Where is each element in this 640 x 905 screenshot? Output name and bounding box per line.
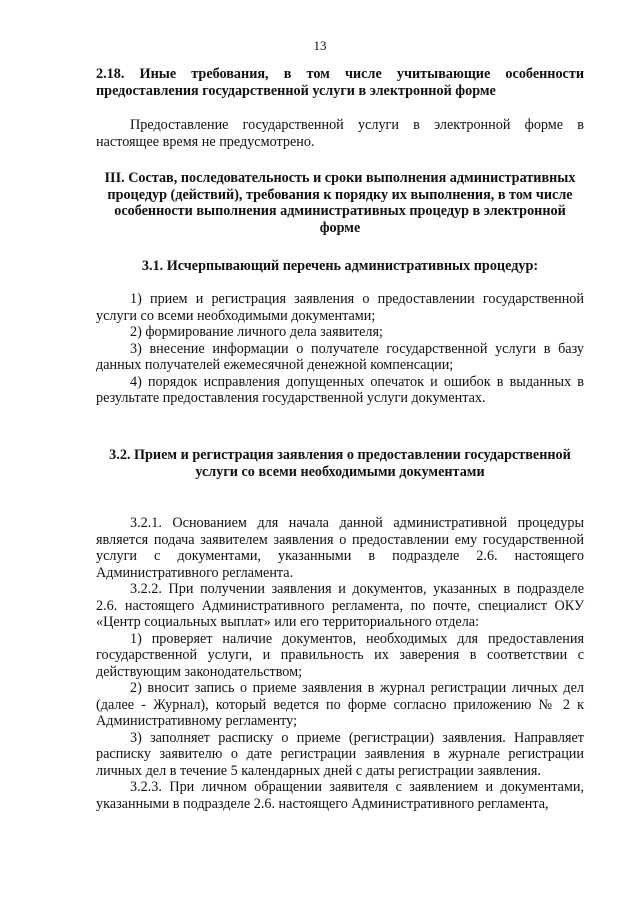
section-3-heading: III. Состав, последовательность и сроки выполнения административных процедур (действий), требования к порядку их выполнения, в том числе особенности выполнения административных процедур в электронной форме [104,170,576,236]
page-number: 13 [313,38,327,53]
list-item: 3) внесение информации о получателе государственной услуги в базу данных получателей ежемесячной денежной компенсации; [96,340,584,373]
paragraph-3-2-2: 3.2.2. При получении заявления и документов, указанных в подразделе 2.6. настоящего Административного регламента, по почте, специалист ОКУ «Центр социальных выплат» или его территориального отдела: [96,581,584,630]
section-3-1-list [96,291,584,407]
paragraph-3-2-1: 3.2.1. Основанием для начала данной административной процедуры является подача заявителем заявления о предоставлении ему государственной услуги с документами, указанными в подразделе 2.6. настоящего Административного регламента. [96,515,584,581]
list-item: 4) порядок исправления допущенных опечаток и ошибок в выданных в результате предоставления государственной услуги документах. [96,373,584,406]
paragraph-3-2-3: 3.2.3. При личном обращении заявителя с заявлением и документами, указанными в подразделе 2.6. настоящего Административного регламента, [96,779,584,812]
list-item: 2) формирование личного дела заявителя; [130,324,383,340]
list-item: 1) проверяет наличие документов, необходимых для предоставления государственной услуги, и правильность их заверения в соответствии с действующим законодательством; [96,630,584,680]
list-item: 3) заполняет расписку о приеме (регистрации) заявления. Направляет расписку заявителю о дате регистрации заявления в журнале регистрации личных дел в течение 5 календарных дней с даты регистрации заявления. [96,729,584,779]
section-2-18-heading: 2.18. Иные требования, в том числе учитывающие особенности предоставления государственной услуги в электронной форме [96,66,584,99]
section-2-18-text: Предоставление государственной услуги в электронной форме в настоящее время не предусмотрено. [96,117,584,150]
section-3-2-heading: 3.2. Прием и регистрация заявления о предоставлении государственной услуги со всеми необходимыми документами [109,447,571,480]
list-item: 2) вносит запись о приеме заявления в журнал регистрации личных дел (далее - Журнал), который ведется по форме согласно приложению № 2 к Административному регламенту; [96,680,584,729]
list-item: 1) прием и регистрация заявления о предоставлении государственной услуги со всеми необходимыми документами; [96,291,584,324]
section-3-2-body [96,515,584,812]
section-3-1-heading: 3.1. Исчерпывающий перечень административных процедур: [141,258,539,274]
